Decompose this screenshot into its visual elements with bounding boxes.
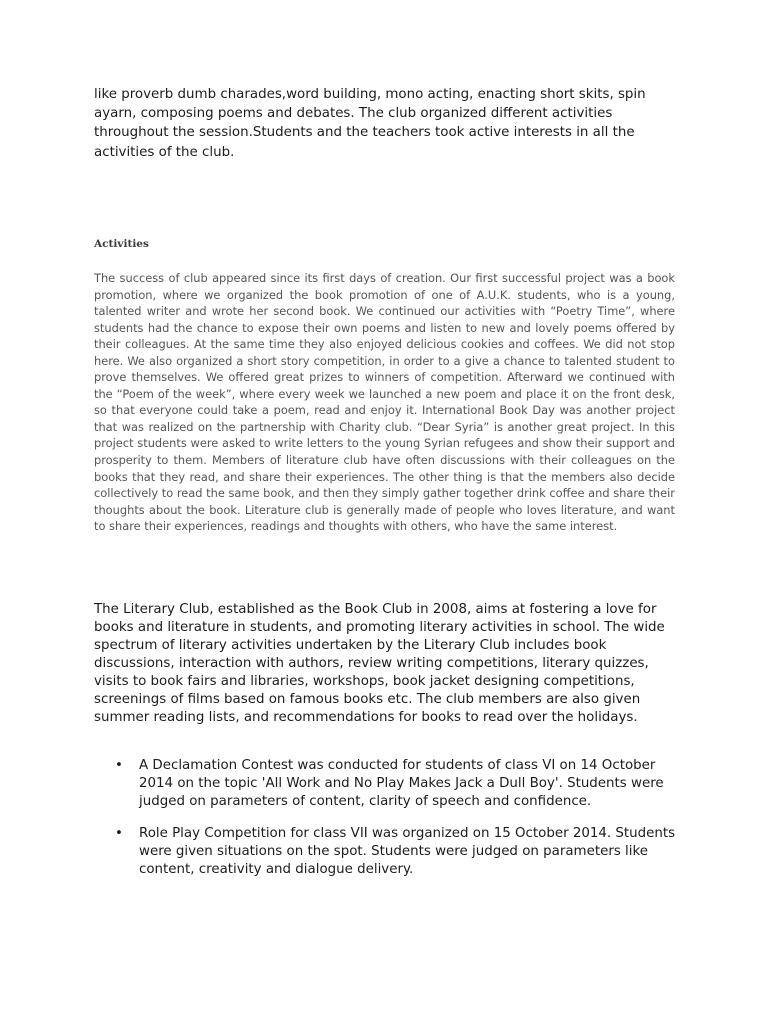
list-item-text: A Declamation Contest was conducted for students of class VI on 14 October 2014 on the topic 'All Work and No Play Makes Jack a Dull Boy'. Students were judged on parameters of content, clarity of speech and confidence. <box>139 758 664 809</box>
list-item <box>94 825 684 879</box>
list-item-text: Role Play Competition for class VII was organized on 15 October 2014. Students were given situations on the spot. Students were judged on parameters like content, creativity and dialogue delivery. <box>139 826 676 877</box>
activities-heading: Activities <box>94 238 149 250</box>
bullet-icon: • <box>115 758 123 773</box>
intro-paragraph: like proverb dumb charades,word building, mono acting, enacting short skits, spin ayarn, composing poems and debates. The club organized different activities throughout the session.Students and the teachers took active interests in all the activities of the club. <box>94 87 646 160</box>
bullet-icon: • <box>115 826 123 841</box>
list-item <box>94 757 684 811</box>
literary-club-paragraph: The Literary Club, established as the Book Club in 2008, aims at fostering a love for books and literature in students, and promoting literary activities in school. The wide spectrum of literary activities undertaken by the Literary Club includes book discussions, interaction with authors, review writing competitions, literary quizzes, visits to book fairs and libraries, workshops, book jacket designing competitions, screenings of films based on famous books etc. The club members are also given summer reading lists, and recommendations for books to read over the holidays. <box>94 602 665 725</box>
activities-paragraph: The success of club appeared since its first days of creation. Our first successful project was a book promotion, where we organized the book promotion of one of A.U.K. students, who is a young, talented writer and wrote her second book. We continued our activities with “Poetry Time”, where students had the chance to expose their own poems and listen to new and lovely poems offered by their colleagues. At the same time they also enjoyed delicious cookies and coffees. We did not stop here. We also organized a short story competition, in order to a give a chance to talented student to prove themselves. We offered great prizes to winners of competition. Afterward we continued with the “Poem of the week”, where every week we launched a new poem and place it on the front desk, so that everyone could take a poem, read and enjoy it. International Book Day was another project that was realized on the partnership with Charity club. “Dear Syria” is another great project. In this project students were asked to write letters to the young Syrian refugees and show their support and prosperity to them. Members of literature club have often discussions with their colleagues on the books that they read, and share their experiences. The other thing is that the members also decide collectively to read the same book, and then they simply gather together drink coffee and share their thoughts about the book. Literature club is generally made of people who loves literature, and want to share their experiences, readings and thoughts with others, who have the same interest. <box>94 271 675 534</box>
events-bullet-list <box>94 757 684 893</box>
